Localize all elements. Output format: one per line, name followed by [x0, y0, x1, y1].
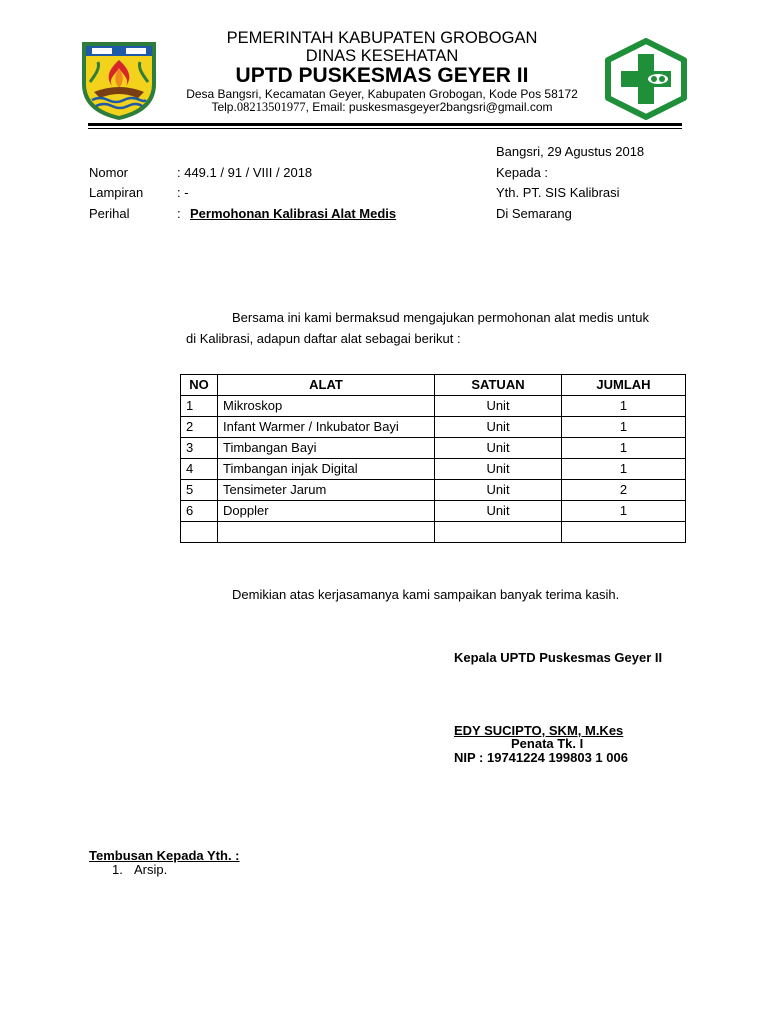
cell-jumlah: 1 — [562, 417, 686, 438]
place-date: Bangsri, 29 Agustus 2018 — [496, 144, 645, 159]
table-row — [181, 396, 686, 417]
email-text: , Email: puskesmasgeyer2bangsri@gmail.com — [305, 100, 553, 114]
letterhead-rule-thin — [88, 128, 682, 129]
cell-alat: Tensimeter Jarum — [218, 480, 435, 501]
cc-item-number: 1. — [112, 862, 123, 877]
table-row-empty — [181, 522, 686, 543]
cell-satuan: Unit — [435, 459, 562, 480]
header-no: NO — [181, 375, 218, 396]
closing-sentence: Demikian atas kerjasamanya kami sampaikan banyak terima kasih. — [232, 587, 620, 602]
cell-satuan: Unit — [435, 501, 562, 522]
recipient-place: Di Semarang — [496, 206, 572, 221]
table-row — [181, 501, 686, 522]
kepada-label: Kepada : — [496, 165, 549, 180]
header-alat: ALAT — [218, 375, 435, 396]
puskesmas-green-cross-logo-icon — [604, 38, 688, 120]
body-paragraph-line-1: Bersama ini kami bermaksud mengajukan permohonan alat medis untuk — [232, 310, 649, 325]
grobogan-regency-emblem-icon — [78, 38, 160, 122]
signer-title: Kepala UPTD Puskesmas Geyer II — [454, 650, 663, 665]
cell-no — [181, 522, 218, 543]
cell-jumlah: 2 — [562, 480, 686, 501]
signer-nip: NIP : 19741224 199803 1 006 — [454, 750, 628, 765]
cell-alat: Timbangan injak Digital — [218, 459, 435, 480]
cell-alat: Mikroskop — [218, 396, 435, 417]
tel-label: Telp. — [211, 100, 237, 114]
cell-satuan: Unit — [435, 480, 562, 501]
lampiran-label: Lampiran — [89, 185, 144, 200]
equipment-table — [180, 374, 686, 543]
table-row — [181, 417, 686, 438]
cell-jumlah: 1 — [562, 501, 686, 522]
cell-no: 5 — [181, 480, 218, 501]
cell-satuan: Unit — [435, 417, 562, 438]
letterhead-rule-thick — [88, 123, 682, 126]
table-row — [181, 459, 686, 480]
cell-no: 2 — [181, 417, 218, 438]
header-satuan: SATUAN — [435, 375, 562, 396]
perihal-colon: : — [177, 206, 181, 221]
cell-alat: Timbangan Bayi — [218, 438, 435, 459]
body-paragraph-line-2: di Kalibrasi, adapun daftar alat sebagai berikut : — [186, 331, 461, 346]
cell-satuan: Unit — [435, 396, 562, 417]
recipient: Yth. PT. SIS Kalibrasi — [496, 185, 620, 200]
cell-jumlah: 1 — [562, 459, 686, 480]
cell-no: 6 — [181, 501, 218, 522]
cell-jumlah: 1 — [562, 396, 686, 417]
tel-number: 08213501977 — [236, 100, 306, 114]
nomor-label: Nomor — [89, 165, 129, 180]
cell-alat: Doppler — [218, 501, 435, 522]
letterhead-government: PEMERINTAH KABUPATEN GROBOGAN — [226, 29, 538, 47]
signer-rank: Penata Tk. I — [511, 736, 584, 751]
cell-satuan — [435, 522, 562, 543]
table-row — [181, 438, 686, 459]
cell-no: 3 — [181, 438, 218, 459]
perihal-value: Permohonan Kalibrasi Alat Medis — [190, 206, 397, 221]
cell-alat: Infant Warmer / Inkubator Bayi — [218, 417, 435, 438]
lampiran-value: : - — [177, 185, 189, 200]
letterhead-institution: UPTD PUSKESMAS GEYER II — [235, 64, 529, 87]
letterhead-contact — [160, 100, 604, 115]
cc-label: Tembusan Kepada Yth. : — [89, 848, 240, 863]
header-jumlah: JUMLAH — [562, 375, 686, 396]
cc-item: Arsip. — [134, 862, 168, 877]
table-header-row — [181, 375, 686, 396]
letterhead-address: Desa Bangsri, Kecamatan Geyer, Kabupaten Grobogan, Kode Pos 58172 — [186, 87, 578, 101]
cell-satuan: Unit — [435, 438, 562, 459]
cell-jumlah: 1 — [562, 438, 686, 459]
signer-name: EDY SUCIPTO, SKM, M.Kes — [454, 723, 624, 738]
cell-alat — [218, 522, 435, 543]
perihal-label: Perihal — [89, 206, 130, 221]
cell-no: 4 — [181, 459, 218, 480]
cell-no: 1 — [181, 396, 218, 417]
letterhead-department: DINAS KESEHATAN — [305, 47, 459, 65]
table-row — [181, 480, 686, 501]
nomor-value: : 449.1 / 91 / VIII / 2018 — [177, 165, 313, 180]
cell-jumlah — [562, 522, 686, 543]
